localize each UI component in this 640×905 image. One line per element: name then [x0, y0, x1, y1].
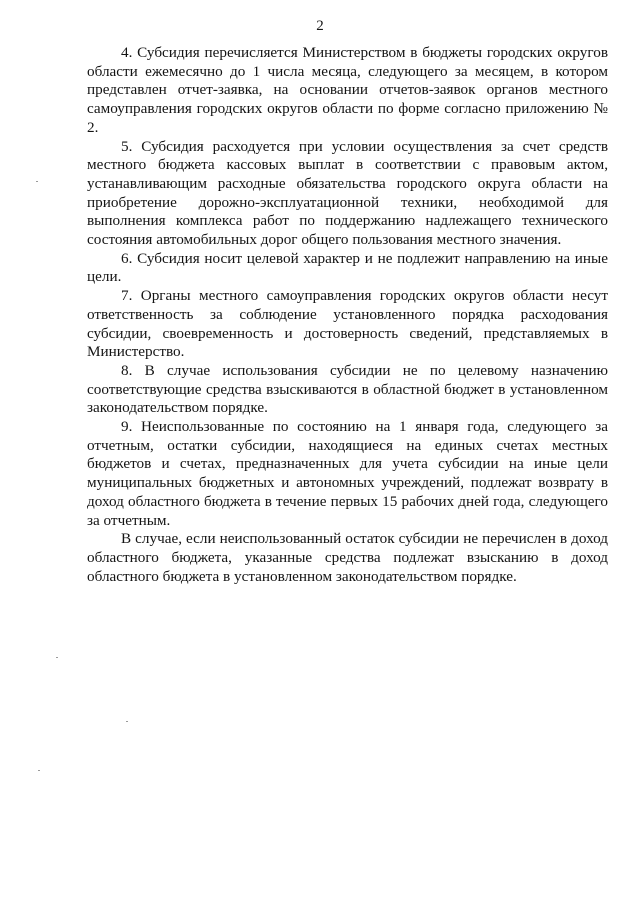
page-number: 2 — [316, 18, 324, 34]
paragraph-7-responsibility: 7. Органы местного самоуправления городских округов области несут ответственность за соблюдение установленного порядка расходования субсидии, своевременность и достоверность сведений, представляемых в Министерство. — [87, 287, 608, 361]
scan-speck — [38, 770, 40, 771]
paragraph-6-targeted-use: 6. Субсидия носит целевой характер и не подлежит направлению на иные цели. — [87, 249, 608, 286]
paragraph-8-misuse-recovery: 8. В случае использования субсидии не по целевому назначению соответствующие средства взыскиваются в областной бюджет в установленном законодательством порядке. — [87, 361, 608, 417]
scan-speck — [126, 721, 128, 722]
paragraph-5-spending-conditions: 5. Субсидия расходуется при условии осуществления за счет средств местного бюджета кассовых выплат в соответствии с правовым актом, устанавливающим расходные обязательства городского округа области на приобретение дорожно-эксплуатационной техники, необходимой для выполнения комплекса работ по поддержанию надлежащего технического состояния автомобильных дорог общего пользования местного значения. — [87, 137, 608, 249]
scan-speck — [36, 181, 38, 182]
paragraph-4-transfer: 4. Субсидия перечисляется Министерством в бюджеты городских округов области ежемесячно до 1 числа месяца, следующего за месяцем, в котором представлен отчет-заявка, на основании отчетов-заявок органов местного самоуправления городских округов области по форме согласно приложению № 2. — [87, 44, 608, 136]
document-body — [87, 44, 608, 586]
paragraph-recovery-if-not-returned: В случае, если неиспользованный остаток субсидии не перечислен в доход областного бюджета, указанные средства подлежат взысканию в доход областного бюджета в установленном законодательством порядке. — [87, 530, 608, 585]
paragraph-9-unused-balances: 9. Неиспользованные по состоянию на 1 января года, следующего за отчетным, остатки субсидии, находящиеся на единых счетах местных бюджетов и счетах, предназначенных для учета субсидии на иные цели муниципальных бюджетных и автономных учреждений, подлежат возврату в доход областного бюджета в течение первых 15 рабочих дней года, следующего за отчетным. — [87, 418, 608, 529]
scan-speck — [56, 657, 58, 658]
